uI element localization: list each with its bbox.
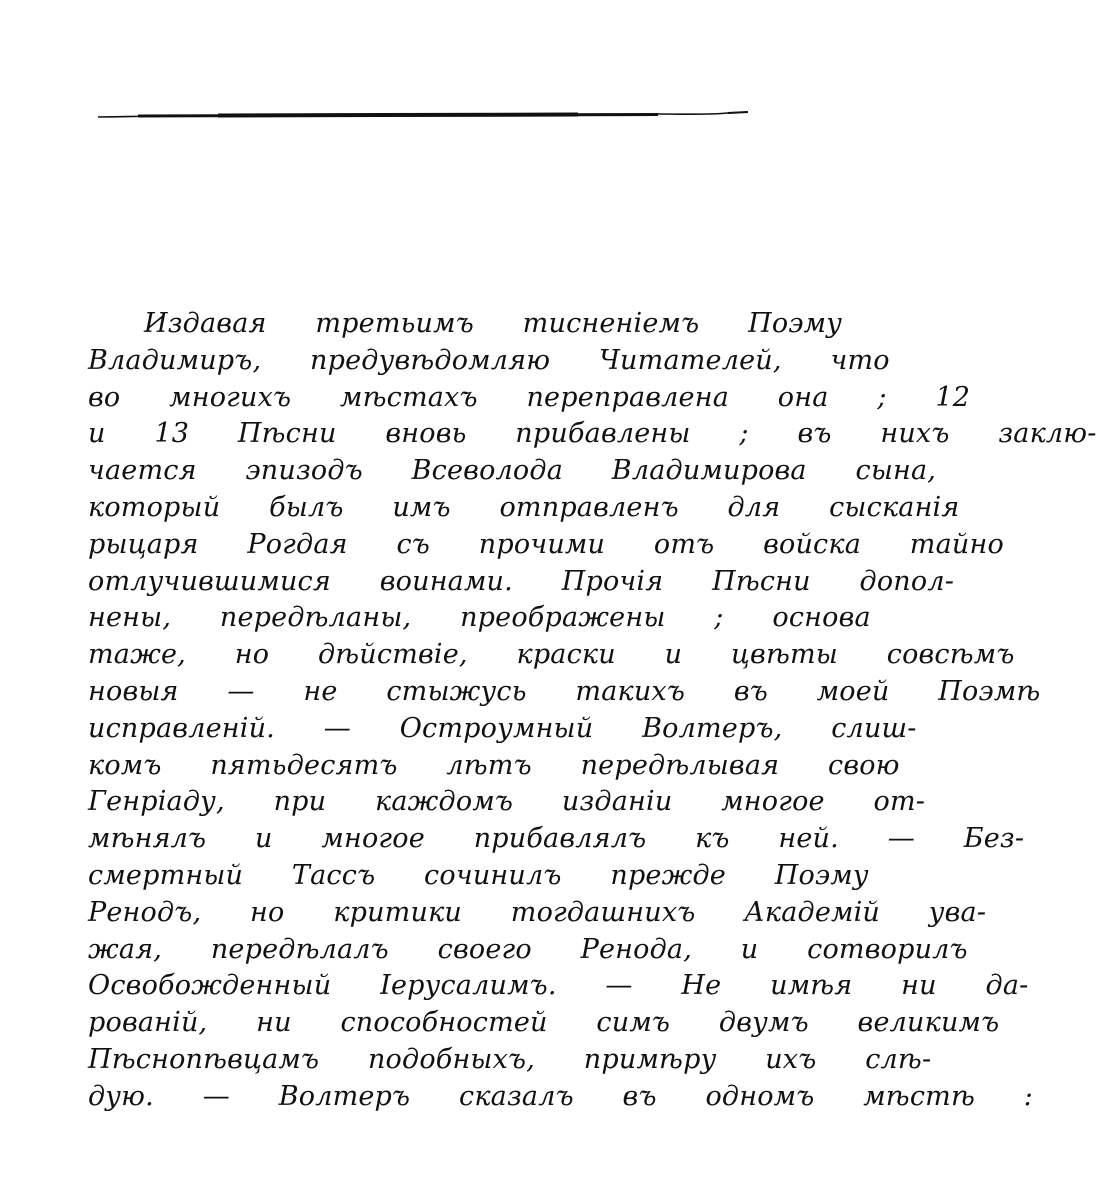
text-line: рованій, ни способностей симъ двумъ великимъ <box>88 1007 1000 1039</box>
text-line: Генріаду, при каждомъ изданіи многое от- <box>88 786 926 818</box>
text-line: мѣнялъ и многое прибавлялъ къ ней. — Без- <box>88 823 1025 855</box>
text-line: Ренодъ, но критики тогдашнихъ Академій ува- <box>88 896 987 928</box>
preface-text <box>88 306 1097 1116</box>
text-line: чается эпизодъ Всеволода Владимирова сына, <box>88 455 937 487</box>
text-line: Издавая третьимъ тисненіемъ Поэму <box>144 308 843 339</box>
text-line: рыцаря Рогдая съ прочими отъ войска тайно <box>88 528 1004 560</box>
text-line: исправленій. — Остроумный Волтеръ, слиш- <box>88 712 917 744</box>
text-line: новыя — не стыжусь такихъ въ моей Поэмѣ <box>88 675 1041 707</box>
text-line: нены, передѣланы, преображены ; основа <box>88 602 871 634</box>
text-line: таже, но дѣйствіе, краски и цвѣты совсѣмъ <box>88 639 1015 671</box>
text-line: жая, передѣлалъ своего Ренода, и сотворилъ <box>88 933 968 965</box>
text-line: и 13 Пѣсни вновь прибавлены ; въ нихъ заклю- <box>88 418 1097 450</box>
text-line: смертный Тассъ сочинилъ прежде Поэму <box>88 859 869 891</box>
header-rule <box>98 104 750 124</box>
text-line: который былъ имъ отправленъ для сысканія <box>88 491 960 523</box>
text-line: Пѣснопѣвцамъ подобныхъ, примѣру ихъ слѣ- <box>88 1043 932 1075</box>
text-line: отлучившимися воинами. Прочія Пѣсни допол- <box>88 565 955 597</box>
text-line: комъ пятьдесятъ лѣтъ передѣлывая свою <box>88 749 900 781</box>
text-line: Владимиръ, предувѣдомляю Читателей, что <box>88 344 890 376</box>
text-line: Освобожденный Іерусалимъ. — Не имѣя ни да- <box>88 970 1029 1002</box>
text-line: во многихъ мѣстахъ переправлена она ; 12 <box>88 381 971 413</box>
text-line: дую. — Волтеръ сказалъ въ одномъ мѣстѣ : <box>88 1080 1034 1112</box>
